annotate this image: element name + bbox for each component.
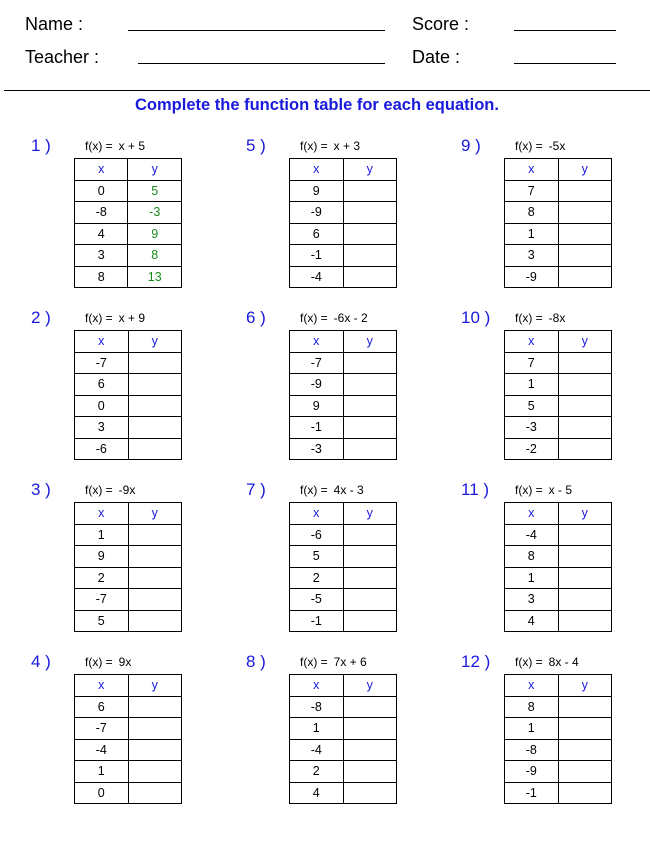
x-value-cell: 3 bbox=[75, 245, 128, 267]
function-equation bbox=[300, 311, 368, 325]
table-row bbox=[290, 718, 397, 740]
table-header-row bbox=[75, 331, 182, 353]
function-table bbox=[504, 502, 612, 632]
problem-number: 9 ) bbox=[461, 136, 481, 155]
function-prefix: f(x) = bbox=[300, 655, 328, 669]
problem-number: 6 ) bbox=[246, 308, 266, 327]
y-answer-cell[interactable] bbox=[343, 546, 396, 568]
table-header-row bbox=[75, 675, 182, 697]
x-value-cell: 1 bbox=[505, 374, 559, 396]
table-row bbox=[75, 352, 182, 374]
table-row bbox=[75, 438, 182, 460]
function-prefix: f(x) = bbox=[300, 139, 328, 153]
table-row bbox=[505, 438, 612, 460]
date-label: Date : bbox=[412, 47, 461, 67]
table-row bbox=[505, 202, 612, 224]
y-answer-cell[interactable] bbox=[343, 524, 396, 546]
x-value-cell: 8 bbox=[505, 696, 559, 718]
table-header-row bbox=[505, 159, 612, 181]
problem-number: 2 ) bbox=[31, 308, 51, 327]
x-value-cell: 5 bbox=[505, 395, 559, 417]
x-value-cell: 9 bbox=[290, 395, 344, 417]
problem-4 bbox=[31, 652, 231, 817]
y-answer-cell[interactable] bbox=[343, 438, 396, 460]
y-answer-cell[interactable] bbox=[128, 739, 181, 761]
function-prefix: f(x) = bbox=[515, 311, 543, 325]
function-table bbox=[74, 330, 182, 460]
x-value-cell: 3 bbox=[505, 245, 559, 267]
y-answer-cell[interactable] bbox=[343, 589, 396, 611]
y-answer-cell[interactable] bbox=[343, 718, 396, 740]
equation-expression: 4x - 3 bbox=[333, 483, 364, 497]
problem-9 bbox=[461, 136, 650, 301]
y-answer-cell[interactable] bbox=[343, 417, 396, 439]
y-answer-cell[interactable]: -3 bbox=[128, 202, 182, 224]
y-answer-cell[interactable] bbox=[558, 202, 611, 224]
problem-8 bbox=[246, 652, 446, 817]
table-row bbox=[290, 524, 397, 546]
problem-5 bbox=[246, 136, 446, 301]
column-header-y: y bbox=[558, 159, 611, 181]
x-value-cell: 4 bbox=[290, 782, 344, 804]
x-value-cell: -1 bbox=[505, 782, 559, 804]
table-row bbox=[75, 202, 182, 224]
y-answer-cell[interactable] bbox=[128, 589, 181, 611]
y-answer-cell[interactable] bbox=[343, 739, 396, 761]
header-divider bbox=[4, 90, 650, 91]
teacher-label: Teacher : bbox=[25, 47, 100, 67]
function-table bbox=[74, 674, 182, 804]
problem-11 bbox=[461, 480, 650, 645]
table-header-row bbox=[505, 675, 612, 697]
column-header-x: x bbox=[75, 503, 129, 525]
y-answer-cell[interactable] bbox=[128, 718, 181, 740]
table-row bbox=[505, 546, 612, 568]
x-value-cell: 6 bbox=[290, 223, 344, 245]
table-row bbox=[75, 739, 182, 761]
equation-expression: 8x - 4 bbox=[548, 655, 579, 669]
equation-expression: 9x bbox=[118, 655, 132, 669]
column-header-y: y bbox=[343, 159, 396, 181]
equation-expression: x + 9 bbox=[118, 311, 146, 325]
y-answer-cell[interactable] bbox=[558, 782, 611, 804]
x-value-cell: 1 bbox=[505, 718, 559, 740]
table-row bbox=[505, 718, 612, 740]
y-answer-cell[interactable] bbox=[558, 180, 611, 202]
function-equation bbox=[85, 311, 145, 325]
equation-expression: x + 5 bbox=[118, 139, 146, 153]
column-header-y: y bbox=[128, 159, 182, 181]
column-header-y: y bbox=[128, 503, 181, 525]
table-row bbox=[290, 395, 397, 417]
x-value-cell: 4 bbox=[75, 223, 128, 245]
function-table bbox=[289, 330, 397, 460]
table-header-row bbox=[75, 503, 182, 525]
column-header-x: x bbox=[75, 675, 129, 697]
table-row bbox=[290, 245, 397, 267]
y-answer-cell[interactable] bbox=[558, 739, 611, 761]
teacher-field-line[interactable] bbox=[138, 63, 385, 64]
y-answer-cell[interactable]: 9 bbox=[128, 223, 182, 245]
table-row bbox=[505, 761, 612, 783]
y-answer-cell[interactable] bbox=[343, 761, 396, 783]
function-equation bbox=[515, 655, 579, 669]
y-answer-cell[interactable] bbox=[558, 589, 611, 611]
x-value-cell: -7 bbox=[75, 718, 129, 740]
table-row bbox=[290, 696, 397, 718]
equation-expression: -8x bbox=[548, 311, 566, 325]
y-answer-cell[interactable] bbox=[558, 395, 611, 417]
problem-6 bbox=[246, 308, 446, 473]
function-prefix: f(x) = bbox=[515, 139, 543, 153]
table-header-row bbox=[75, 159, 182, 181]
x-value-cell: 6 bbox=[75, 374, 129, 396]
x-value-cell: -3 bbox=[290, 438, 344, 460]
x-value-cell: -1 bbox=[290, 245, 344, 267]
table-row bbox=[75, 266, 182, 288]
y-answer-cell[interactable] bbox=[128, 546, 181, 568]
table-row bbox=[75, 223, 182, 245]
table-row bbox=[290, 223, 397, 245]
column-header-y: y bbox=[343, 675, 396, 697]
x-value-cell: -9 bbox=[505, 266, 559, 288]
x-value-cell: -4 bbox=[290, 739, 344, 761]
x-value-cell: -1 bbox=[290, 417, 344, 439]
x-value-cell: -7 bbox=[290, 352, 344, 374]
x-value-cell: 1 bbox=[505, 567, 559, 589]
instructions-heading: Complete the function table for each equation. bbox=[135, 96, 499, 114]
column-header-y: y bbox=[558, 331, 611, 353]
table-row bbox=[290, 352, 397, 374]
column-header-y: y bbox=[558, 503, 611, 525]
function-table bbox=[289, 158, 397, 288]
x-value-cell: 8 bbox=[505, 546, 559, 568]
function-prefix: f(x) = bbox=[300, 483, 328, 497]
x-value-cell: 1 bbox=[505, 223, 559, 245]
table-row bbox=[75, 610, 182, 632]
x-value-cell: 1 bbox=[75, 524, 129, 546]
x-value-cell: 7 bbox=[505, 180, 559, 202]
table-row bbox=[290, 374, 397, 396]
x-value-cell: 2 bbox=[290, 567, 344, 589]
x-value-cell: 4 bbox=[505, 610, 559, 632]
y-answer-cell[interactable] bbox=[343, 180, 396, 202]
problem-number: 1 ) bbox=[31, 136, 51, 155]
problem-number: 11 ) bbox=[461, 480, 490, 499]
y-answer-cell[interactable] bbox=[558, 245, 611, 267]
table-row bbox=[505, 739, 612, 761]
y-answer-cell[interactable] bbox=[343, 374, 396, 396]
date-field-line[interactable] bbox=[514, 63, 616, 64]
problem-3 bbox=[31, 480, 231, 645]
score-field-line[interactable] bbox=[514, 30, 616, 31]
table-row bbox=[505, 180, 612, 202]
x-value-cell: -5 bbox=[290, 589, 344, 611]
problem-number: 12 ) bbox=[461, 652, 491, 671]
x-value-cell: -1 bbox=[290, 610, 344, 632]
function-prefix: f(x) = bbox=[85, 139, 113, 153]
x-value-cell: 7 bbox=[505, 352, 559, 374]
column-header-y: y bbox=[343, 503, 396, 525]
table-row bbox=[505, 524, 612, 546]
x-value-cell: -6 bbox=[75, 438, 129, 460]
table-row bbox=[505, 417, 612, 439]
y-answer-cell[interactable] bbox=[343, 352, 396, 374]
y-answer-cell[interactable] bbox=[558, 352, 611, 374]
y-answer-cell[interactable] bbox=[343, 782, 396, 804]
table-row bbox=[290, 761, 397, 783]
problem-number: 5 ) bbox=[246, 136, 266, 155]
table-row bbox=[505, 266, 612, 288]
column-header-x: x bbox=[505, 503, 559, 525]
column-header-x: x bbox=[290, 503, 344, 525]
column-header-x: x bbox=[75, 331, 129, 353]
table-row bbox=[75, 718, 182, 740]
table-header-row bbox=[290, 159, 397, 181]
table-row bbox=[290, 438, 397, 460]
y-answer-cell[interactable] bbox=[128, 782, 181, 804]
table-header-row bbox=[290, 503, 397, 525]
problem-12 bbox=[461, 652, 650, 817]
problem-number: 4 ) bbox=[31, 652, 51, 671]
x-value-cell: 6 bbox=[75, 696, 129, 718]
y-answer-cell[interactable] bbox=[343, 266, 396, 288]
table-row bbox=[75, 782, 182, 804]
problem-10 bbox=[461, 308, 650, 473]
table-row bbox=[290, 610, 397, 632]
y-answer-cell[interactable] bbox=[128, 696, 181, 718]
function-prefix: f(x) = bbox=[515, 655, 543, 669]
table-header-row bbox=[290, 675, 397, 697]
problem-number: 3 ) bbox=[31, 480, 51, 499]
table-row bbox=[505, 589, 612, 611]
equation-expression: x + 3 bbox=[333, 139, 361, 153]
x-value-cell: -9 bbox=[505, 761, 559, 783]
x-value-cell: -9 bbox=[290, 202, 344, 224]
y-answer-cell[interactable]: 8 bbox=[128, 245, 182, 267]
y-answer-cell[interactable] bbox=[558, 610, 611, 632]
equation-expression: 7x + 6 bbox=[333, 655, 367, 669]
table-row bbox=[290, 417, 397, 439]
table-row bbox=[505, 374, 612, 396]
score-label: Score : bbox=[412, 14, 470, 34]
x-value-cell: 2 bbox=[290, 761, 344, 783]
y-answer-cell[interactable] bbox=[343, 245, 396, 267]
function-equation bbox=[515, 311, 565, 325]
name-field-line[interactable] bbox=[128, 30, 385, 31]
equation-expression: -5x bbox=[548, 139, 566, 153]
table-row bbox=[290, 202, 397, 224]
y-answer-cell[interactable]: 13 bbox=[128, 266, 182, 288]
x-value-cell: -4 bbox=[290, 266, 344, 288]
problem-7 bbox=[246, 480, 446, 645]
function-equation bbox=[300, 139, 360, 153]
function-equation bbox=[300, 483, 364, 497]
x-value-cell: -7 bbox=[75, 352, 129, 374]
table-row bbox=[290, 180, 397, 202]
function-equation bbox=[85, 483, 135, 497]
y-answer-cell[interactable] bbox=[558, 696, 611, 718]
table-row bbox=[75, 374, 182, 396]
function-table bbox=[74, 158, 182, 288]
function-table bbox=[504, 158, 612, 288]
table-row bbox=[290, 589, 397, 611]
y-answer-cell[interactable] bbox=[343, 610, 396, 632]
function-table bbox=[289, 674, 397, 804]
x-value-cell: -8 bbox=[75, 202, 128, 224]
x-value-cell: 5 bbox=[290, 546, 344, 568]
column-header-y: y bbox=[128, 675, 181, 697]
x-value-cell: -8 bbox=[290, 696, 344, 718]
column-header-x: x bbox=[505, 159, 559, 181]
x-value-cell: -7 bbox=[75, 589, 129, 611]
table-row bbox=[505, 245, 612, 267]
x-value-cell: -4 bbox=[75, 739, 129, 761]
problem-number: 8 ) bbox=[246, 652, 266, 671]
y-answer-cell[interactable] bbox=[128, 567, 181, 589]
y-answer-cell[interactable] bbox=[343, 395, 396, 417]
table-row bbox=[75, 395, 182, 417]
y-answer-cell[interactable] bbox=[558, 374, 611, 396]
y-answer-cell[interactable] bbox=[128, 524, 181, 546]
x-value-cell: -2 bbox=[505, 438, 559, 460]
table-row bbox=[75, 546, 182, 568]
y-answer-cell[interactable] bbox=[558, 567, 611, 589]
function-prefix: f(x) = bbox=[515, 483, 543, 497]
column-header-y: y bbox=[128, 331, 181, 353]
function-table bbox=[504, 330, 612, 460]
table-row bbox=[75, 245, 182, 267]
x-value-cell: 0 bbox=[75, 180, 128, 202]
function-table bbox=[74, 502, 182, 632]
function-table bbox=[504, 674, 612, 804]
y-answer-cell[interactable] bbox=[128, 438, 181, 460]
equation-expression: x - 5 bbox=[548, 483, 573, 497]
equation-expression: -9x bbox=[118, 483, 136, 497]
column-header-y: y bbox=[343, 331, 396, 353]
function-equation bbox=[300, 655, 367, 669]
problem-1 bbox=[31, 136, 231, 301]
table-row bbox=[290, 782, 397, 804]
table-row bbox=[75, 417, 182, 439]
table-row bbox=[505, 696, 612, 718]
y-answer-cell[interactable] bbox=[343, 223, 396, 245]
y-answer-cell[interactable] bbox=[558, 223, 611, 245]
table-row bbox=[505, 223, 612, 245]
x-value-cell: -6 bbox=[290, 524, 344, 546]
y-answer-cell[interactable] bbox=[558, 524, 611, 546]
function-prefix: f(x) = bbox=[85, 311, 113, 325]
function-equation bbox=[85, 655, 131, 669]
function-equation bbox=[515, 483, 572, 497]
column-header-x: x bbox=[290, 675, 344, 697]
x-value-cell: 9 bbox=[75, 546, 129, 568]
x-value-cell: 8 bbox=[505, 202, 559, 224]
y-answer-cell[interactable] bbox=[558, 438, 611, 460]
function-equation bbox=[85, 139, 145, 153]
y-answer-cell[interactable] bbox=[343, 567, 396, 589]
table-row bbox=[290, 266, 397, 288]
x-value-cell: 5 bbox=[75, 610, 129, 632]
table-row bbox=[505, 395, 612, 417]
name-label: Name : bbox=[25, 14, 84, 34]
y-answer-cell[interactable] bbox=[558, 417, 611, 439]
column-header-x: x bbox=[290, 159, 344, 181]
x-value-cell: 1 bbox=[290, 718, 344, 740]
function-prefix: f(x) = bbox=[85, 483, 113, 497]
x-value-cell: -4 bbox=[505, 524, 559, 546]
column-header-x: x bbox=[290, 331, 344, 353]
table-header-row bbox=[505, 503, 612, 525]
table-row bbox=[75, 567, 182, 589]
y-answer-cell[interactable] bbox=[128, 417, 181, 439]
y-answer-cell[interactable] bbox=[128, 395, 181, 417]
table-row bbox=[75, 761, 182, 783]
y-answer-cell[interactable] bbox=[128, 610, 181, 632]
table-row bbox=[290, 739, 397, 761]
table-row bbox=[290, 567, 397, 589]
y-answer-cell[interactable] bbox=[558, 761, 611, 783]
y-answer-cell[interactable] bbox=[558, 546, 611, 568]
function-table bbox=[289, 502, 397, 632]
problem-number: 10 ) bbox=[461, 308, 491, 327]
function-equation bbox=[515, 139, 565, 153]
x-value-cell: -3 bbox=[505, 417, 559, 439]
y-answer-cell[interactable] bbox=[128, 374, 181, 396]
x-value-cell: 3 bbox=[75, 417, 129, 439]
column-header-x: x bbox=[505, 331, 559, 353]
y-answer-cell[interactable] bbox=[558, 266, 611, 288]
x-value-cell: -8 bbox=[505, 739, 559, 761]
table-row bbox=[505, 352, 612, 374]
x-value-cell: 8 bbox=[75, 266, 128, 288]
x-value-cell: 0 bbox=[75, 395, 129, 417]
table-row bbox=[75, 180, 182, 202]
y-answer-cell[interactable]: 5 bbox=[128, 180, 182, 202]
table-row bbox=[75, 524, 182, 546]
x-value-cell: 0 bbox=[75, 782, 129, 804]
problem-2 bbox=[31, 308, 231, 473]
y-answer-cell[interactable] bbox=[128, 761, 181, 783]
column-header-y: y bbox=[558, 675, 611, 697]
x-value-cell: 3 bbox=[505, 589, 559, 611]
function-prefix: f(x) = bbox=[300, 311, 328, 325]
y-answer-cell[interactable] bbox=[343, 696, 396, 718]
problem-number: 7 ) bbox=[246, 480, 266, 499]
y-answer-cell[interactable] bbox=[128, 352, 181, 374]
x-value-cell: -9 bbox=[290, 374, 344, 396]
y-answer-cell[interactable] bbox=[558, 718, 611, 740]
table-header-row bbox=[290, 331, 397, 353]
table-row bbox=[505, 610, 612, 632]
table-row bbox=[75, 696, 182, 718]
column-header-x: x bbox=[75, 159, 128, 181]
equation-expression: -6x - 2 bbox=[333, 311, 368, 325]
table-row bbox=[505, 782, 612, 804]
table-row bbox=[75, 589, 182, 611]
column-header-x: x bbox=[505, 675, 559, 697]
table-row bbox=[505, 567, 612, 589]
x-value-cell: 9 bbox=[290, 180, 344, 202]
table-header-row bbox=[505, 331, 612, 353]
y-answer-cell[interactable] bbox=[343, 202, 396, 224]
x-value-cell: 2 bbox=[75, 567, 129, 589]
table-row bbox=[290, 546, 397, 568]
function-prefix: f(x) = bbox=[85, 655, 113, 669]
x-value-cell: 1 bbox=[75, 761, 129, 783]
